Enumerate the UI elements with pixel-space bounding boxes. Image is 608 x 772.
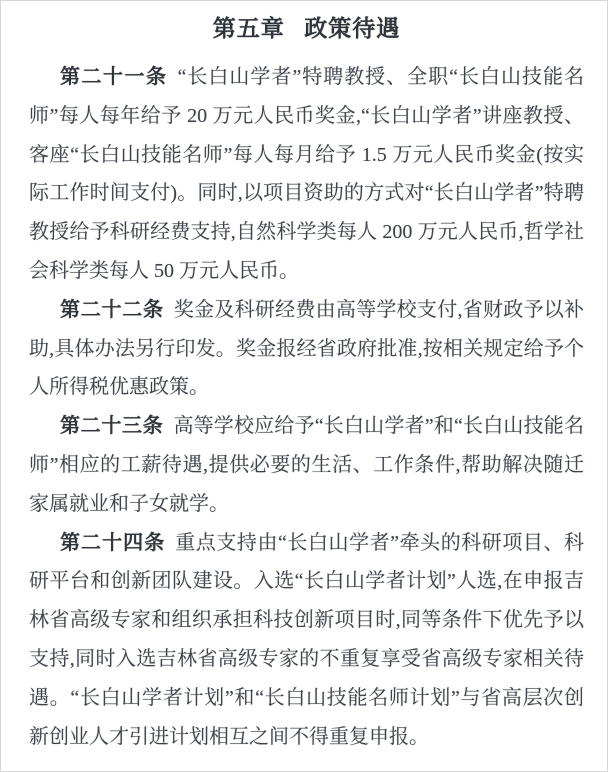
article-23-text: 高等学校应给予“长白山学者”和“长白山技能名师”相应的工薪待遇,提供必要的生活、工作条件,帮助解决随迁家属就业和子女就学。 [29,415,584,515]
article-22-number: 第二十二条 [60,298,164,321]
article-24 [29,524,584,757]
article-23 [29,407,584,523]
chapter-heading [29,14,584,44]
article-22 [29,291,584,407]
article-24-text: 重点支持由“长白山学者”牵头的科研项目、科研平台和创新团队建设。入选“长白山学者计划”人选,在申报吉林省高级专家和组织承担科技创新项目时,同等条件下优先予以支持,同时入选吉林省高级专家的不重复享受省高级专家相关待遇。“长白山学者计划”和“长白山技能名师计划”与省高层次创新创业人才引进计划相互之间不得重复申报。 [29,531,584,748]
article-21-number: 第二十一条 [60,66,168,88]
document-body [29,58,584,756]
chapter-number: 第五章 [212,16,285,41]
article-24-number: 第二十四条 [60,531,166,554]
article-21-text: “长白山学者”特聘教授、全职“长白山技能名师”每人每年给予 20 万元人民币奖金,“长白山学者”讲座教授、客座“长白山技能名师”每人每月给予 1.5 万元人民币奖金(按实际工作时间支付)。同时,以项目资助的方式对“长白山学者”特聘教授给予科研经费支持,自然科学类每人 200 万元人民币,哲学社会科学类每人 50 万元人民币。 [29,66,585,282]
chapter-title: 政策待遇 [304,16,401,41]
article-21 [29,58,584,291]
article-23-number: 第二十三条 [60,415,164,438]
article-22-text: 奖金及科研经费由高等学校支付,省财政予以补助,具体办法另行印发。奖金报经省政府批准,按相关规定给予个人所得税优惠政策。 [29,298,585,399]
